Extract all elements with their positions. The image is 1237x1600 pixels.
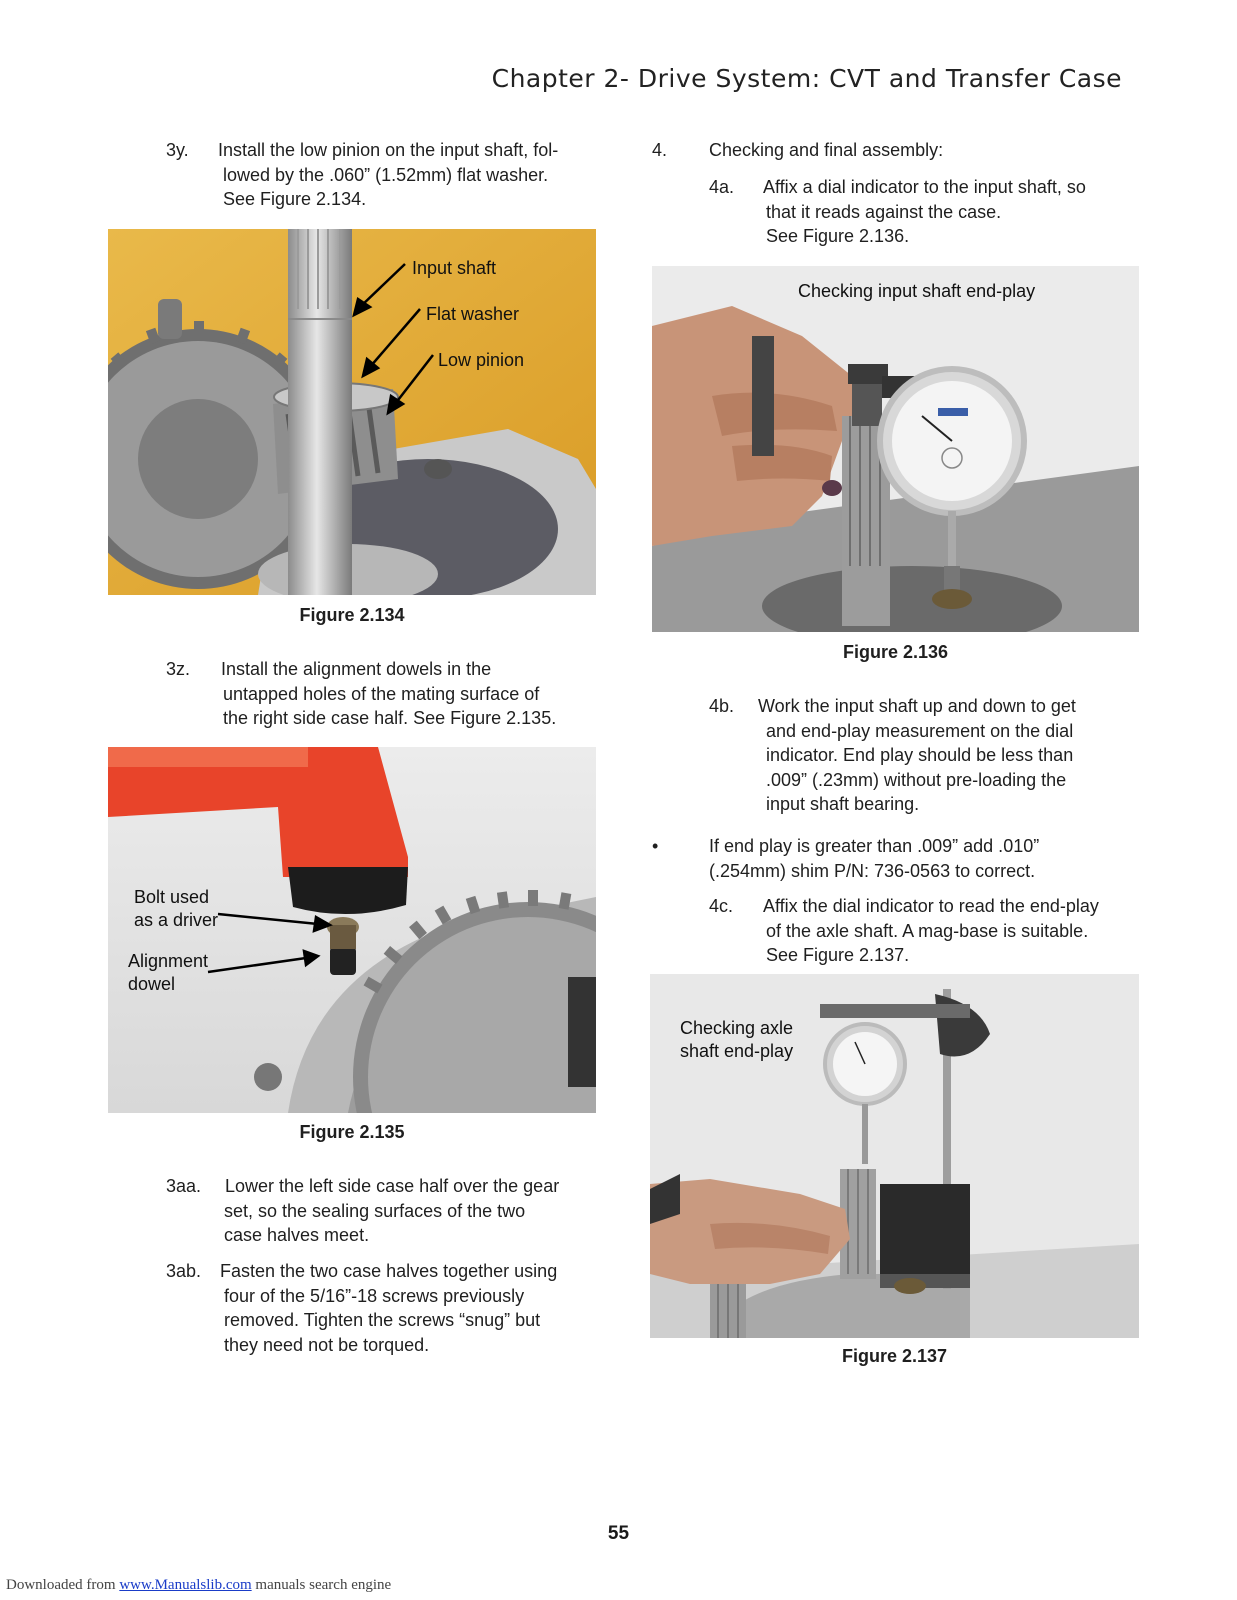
step-line: Install the alignment dowels in the: [221, 659, 492, 679]
step-line: indicator. End play should be less than: [766, 745, 1074, 765]
step-line: If end play is greater than .009” add .010”: [709, 836, 1040, 856]
bullet-end-play-note: [652, 834, 1139, 884]
step-number: 4.: [652, 140, 668, 160]
figure-2-134-caption: Figure 2.134: [299, 605, 405, 625]
footer-prefix: Downloaded from: [6, 1577, 120, 1593]
step-line: that it reads against the case.: [766, 201, 1002, 222]
step-3aa: [166, 1174, 606, 1249]
label-alignment-dowel-2: dowel: [128, 974, 176, 994]
step-line: .009” (.23mm) without pre-loading the: [766, 769, 1067, 790]
label-checking-axle-2: shaft end-play: [680, 1041, 794, 1061]
label-bolt-driver-1: Bolt used: [134, 887, 210, 907]
step-number: 4a.: [709, 177, 735, 197]
step-number: 4b.: [709, 696, 735, 716]
gear-assembly-illustration: [108, 229, 596, 595]
step-line: Work the input shaft up and down to get: [758, 696, 1076, 716]
step-line: Fasten the two case halves together using: [220, 1261, 558, 1281]
step-4a: [709, 175, 1139, 250]
step-number: 3ab.: [166, 1261, 202, 1281]
step-number: 4c.: [709, 896, 734, 916]
step-line: See Figure 2.134.: [223, 189, 367, 209]
step-line: Affix a dial indicator to the input shaft, so: [763, 177, 1086, 197]
figure-2-135-caption: Figure 2.135: [299, 1122, 405, 1142]
dial-indicator-input-shaft-illustration: [652, 266, 1139, 632]
step-line: (.254mm) shim P/N: 736-0563 to correct.: [709, 860, 1036, 881]
step-3ab: [166, 1259, 606, 1359]
label-input-shaft: Input shaft: [412, 258, 497, 278]
manualslib-link[interactable]: www.Manualslib.com: [119, 1577, 252, 1593]
step-line: case halves meet.: [224, 1225, 370, 1245]
step-line: Checking and final assembly:: [709, 140, 944, 160]
step-number: 3y.: [166, 140, 189, 160]
page-number: 55: [607, 1523, 630, 1544]
step-line: Affix the dial indicator to read the end-play: [763, 896, 1099, 916]
label-alignment-dowel-1: Alignment: [128, 951, 209, 971]
chapter-title: Chapter 2- Drive System: CVT and Transfer Case: [491, 64, 1122, 93]
step-line: four of the 5/16”-18 screws previously: [224, 1285, 525, 1306]
step-number: 3z.: [166, 659, 191, 679]
figure-2-135-photo: [108, 747, 596, 1113]
step-line: See Figure 2.136.: [766, 226, 910, 246]
step-line: lowed by the .060” (1.52mm) flat washer.: [223, 164, 549, 185]
label-low-pinion: Low pinion: [438, 350, 525, 370]
download-footer: [6, 1577, 391, 1594]
step-line: the right side case half. See Figure 2.135.: [223, 708, 557, 728]
step-3y: [166, 138, 606, 213]
figure-2-134-photo: [108, 229, 596, 595]
figure-2-136-photo: [652, 266, 1139, 632]
step-line: they need not be torqued.: [224, 1334, 430, 1355]
step-number: 3aa.: [166, 1176, 202, 1196]
step-3z: [166, 657, 606, 732]
step-4: [652, 138, 1132, 164]
figure-2-136-caption: Figure 2.136: [842, 642, 949, 662]
label-bolt-driver-2: as a driver: [134, 910, 219, 930]
step-line: See Figure 2.137.: [766, 945, 910, 965]
figure-2-137-photo: [650, 974, 1139, 1338]
bullet-mark: •: [652, 836, 659, 856]
step-line: Lower the left side case half over the gear: [225, 1176, 560, 1196]
step-line: and end-play measurement on the dial: [766, 720, 1074, 741]
step-line: set, so the sealing surfaces of the two: [224, 1200, 526, 1221]
label-flat-washer: Flat washer: [426, 304, 520, 324]
step-line: untapped holes of the mating surface of: [223, 683, 540, 704]
step-line: removed. Tighten the screws “snug” but: [224, 1310, 541, 1330]
step-line: of the axle shaft. A mag-base is suitable.: [766, 920, 1089, 941]
step-4b: [709, 694, 1139, 818]
footer-suffix: manuals search engine: [251, 1577, 392, 1593]
step-line: input shaft bearing.: [766, 794, 920, 814]
figure-2-137-caption: Figure 2.137: [841, 1346, 948, 1366]
step-line: Install the low pinion on the input shaft, fol-: [218, 140, 559, 160]
step-4c: [709, 894, 1139, 969]
label-checking-axle-1: Checking axle: [680, 1018, 794, 1038]
label-checking-input-shaft: Checking input shaft end-play: [798, 281, 1036, 301]
